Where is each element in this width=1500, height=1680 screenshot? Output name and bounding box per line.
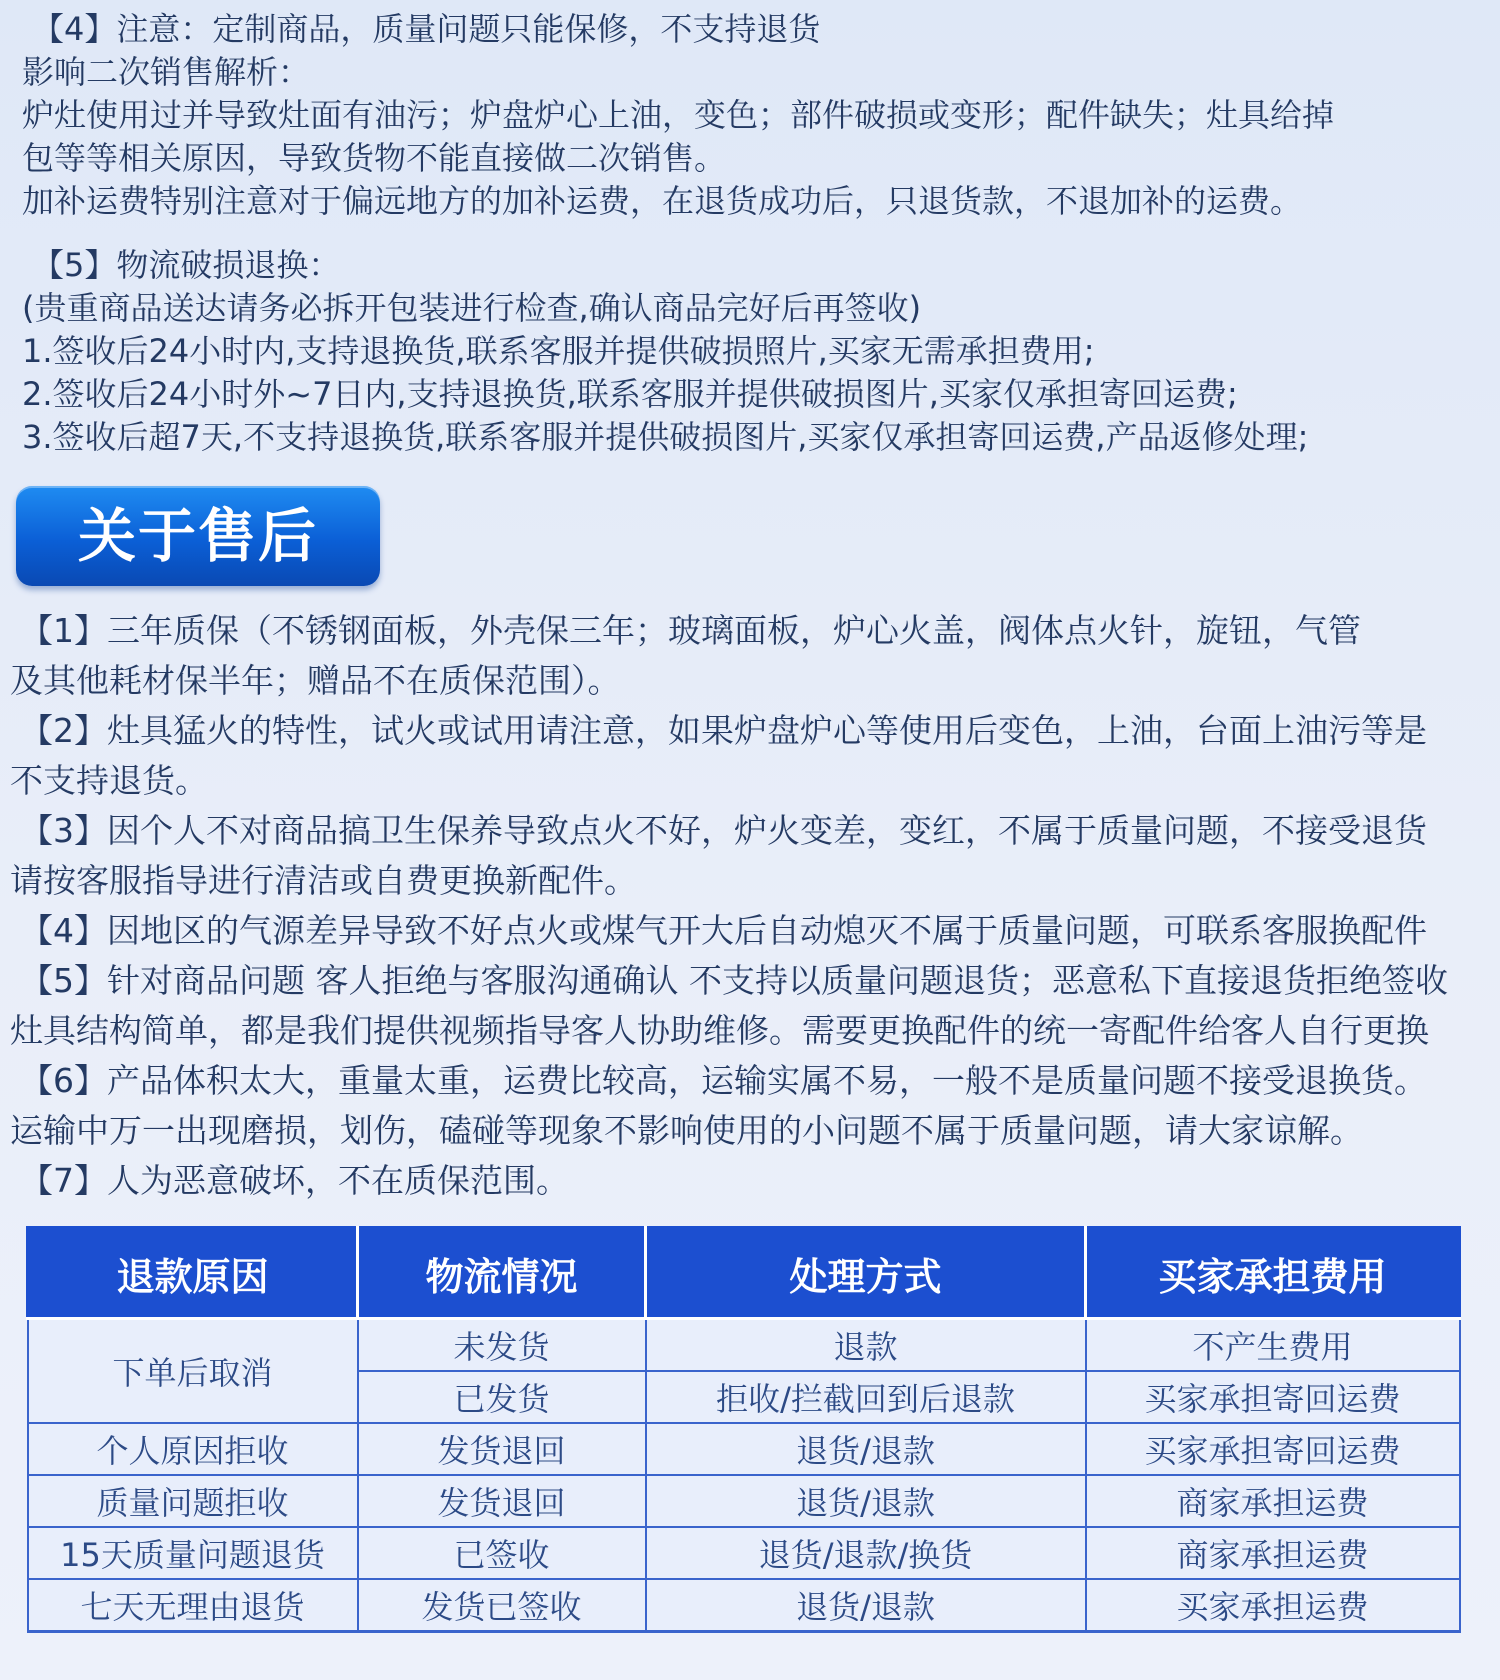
cell-handling: 退款 bbox=[646, 1319, 1086, 1372]
note-line: 影响二次销售解析： bbox=[22, 53, 311, 91]
note-line: 炉灶使用过并导致灶面有油污；炉盘炉心上油，变色；部件破损或变形；配件缺失；灶具给掉 bbox=[22, 96, 1335, 134]
note-line: 3.签收后超7天,不支持退换货,联系客服并提供破损图片,买家仅承担寄回运费,产品返修处理; bbox=[22, 418, 1309, 456]
cell-handling: 退货/退款 bbox=[646, 1475, 1086, 1527]
cell-handling: 拒收/拦截回到后退款 bbox=[646, 1371, 1086, 1423]
cell-logistics: 已签收 bbox=[358, 1527, 646, 1579]
header-logistics-status: 物流情况 bbox=[358, 1228, 646, 1319]
note-line: 2.签收后24小时外~7日内,支持退换货,联系客服并提供破损图片,买家仅承担寄回运费; bbox=[22, 375, 1238, 413]
policy-line: 【5】针对商品问题 客人拒绝与客服沟通确认 不支持以质量问题退货；恶意私下直接退货拒绝签收 bbox=[20, 961, 1448, 1000]
cell-cost: 买家承担运费 bbox=[1086, 1579, 1460, 1632]
policy-line: 不支持退货。 bbox=[10, 761, 208, 800]
cell-logistics: 发货已签收 bbox=[358, 1579, 646, 1632]
cell-logistics: 发货退回 bbox=[358, 1423, 646, 1475]
aftersale-policy-section bbox=[10, 606, 1480, 1206]
refund-policy-table bbox=[26, 1226, 1461, 1633]
policy-line: 灶具结构简单，都是我们提供视频指导客人协助维修。需要更换配件的统一寄配件给客人自行更换 bbox=[10, 1011, 1429, 1050]
cell-handling: 退货/退款 bbox=[646, 1579, 1086, 1632]
section-heading: 【5】物流破损退换： bbox=[32, 246, 341, 284]
policy-line: 【7】人为恶意破坏，不在质保范围。 bbox=[20, 1161, 569, 1200]
header-refund-reason: 退款原因 bbox=[28, 1228, 358, 1319]
table-row bbox=[28, 1527, 1460, 1579]
policy-line: 及其他耗材保半年；赠品不在质保范围）。 bbox=[10, 661, 621, 700]
cell-reason: 个人原因拒收 bbox=[28, 1423, 358, 1475]
cell-cost: 不产生费用 bbox=[1086, 1319, 1460, 1372]
policy-line: 请按客服指导进行清洁或自费更换新配件。 bbox=[10, 861, 637, 900]
policy-line: 【3】因个人不对商品搞卫生保养导致点火不好，炉火变差，变红，不属于质量问题，不接受退货 bbox=[20, 811, 1427, 850]
cell-handling: 退货/退款 bbox=[646, 1423, 1086, 1475]
note-line: 1.签收后24小时内,支持退换货,联系客服并提供破损照片,买家无需承担费用; bbox=[22, 332, 1095, 370]
note-line: 【4】注意：定制商品，质量问题只能保修，不支持退货 bbox=[32, 10, 821, 48]
cell-cost: 买家承担寄回运费 bbox=[1086, 1371, 1460, 1423]
table-row bbox=[28, 1319, 1460, 1372]
cell-reason: 质量问题拒收 bbox=[28, 1475, 358, 1527]
cell-cost: 买家承担寄回运费 bbox=[1086, 1423, 1460, 1475]
cell-reason: 15天质量问题退货 bbox=[28, 1527, 358, 1579]
aftersale-title-badge: 关于售后 bbox=[16, 486, 380, 586]
cell-logistics: 已发货 bbox=[358, 1371, 646, 1423]
cell-cost: 商家承担运费 bbox=[1086, 1527, 1460, 1579]
logistics-damage-section bbox=[22, 244, 1480, 459]
table-header-row bbox=[28, 1228, 1460, 1319]
cell-cost: 商家承担运费 bbox=[1086, 1475, 1460, 1527]
policy-line: 【2】灶具猛火的特性，试火或试用请注意，如果炉盘炉心等使用后变色，上油，台面上油污等是 bbox=[20, 711, 1427, 750]
header-handling-method: 处理方式 bbox=[646, 1228, 1086, 1319]
table-row bbox=[28, 1423, 1460, 1475]
header-buyer-cost: 买家承担费用 bbox=[1086, 1228, 1460, 1319]
cell-logistics: 未发货 bbox=[358, 1319, 646, 1372]
policy-line: 【1】三年质保（不锈钢面板，外壳保三年；玻璃面板，炉心火盖，阀体点火针，旋钮，气管 bbox=[20, 611, 1361, 650]
note-line: 包等等相关原因，导致货物不能直接做二次销售。 bbox=[22, 139, 727, 177]
policy-line: 【6】产品体积太大，重量太重，运费比较高，运输实属不易，一般不是质量问题不接受退换货。 bbox=[20, 1061, 1427, 1100]
note-line: 加补运费特别注意对于偏远地方的加补运费，在退货成功后，只退货款，不退加补的运费。 bbox=[22, 182, 1303, 220]
table-row bbox=[28, 1579, 1460, 1632]
cell-logistics: 发货退回 bbox=[358, 1475, 646, 1527]
policy-line: 运输中万一出现磨损，划伤，磕碰等现象不影响使用的小问题不属于质量问题，请大家谅解。 bbox=[10, 1111, 1363, 1150]
policy-notes-section bbox=[22, 8, 1480, 223]
table-row bbox=[28, 1475, 1460, 1527]
cell-reason: 七天无理由退货 bbox=[28, 1579, 358, 1632]
policy-line: 【4】因地区的气源差异导致不好点火或煤气开大后自动熄灭不属于质量问题，可联系客服换配件 bbox=[20, 911, 1427, 950]
note-line: (贵重商品送达请务必拆开包装进行检查,确认商品完好后再签收) bbox=[22, 289, 922, 327]
cell-handling: 退货/退款/换货 bbox=[646, 1527, 1086, 1579]
cell-reason: 下单后取消 bbox=[28, 1319, 358, 1424]
